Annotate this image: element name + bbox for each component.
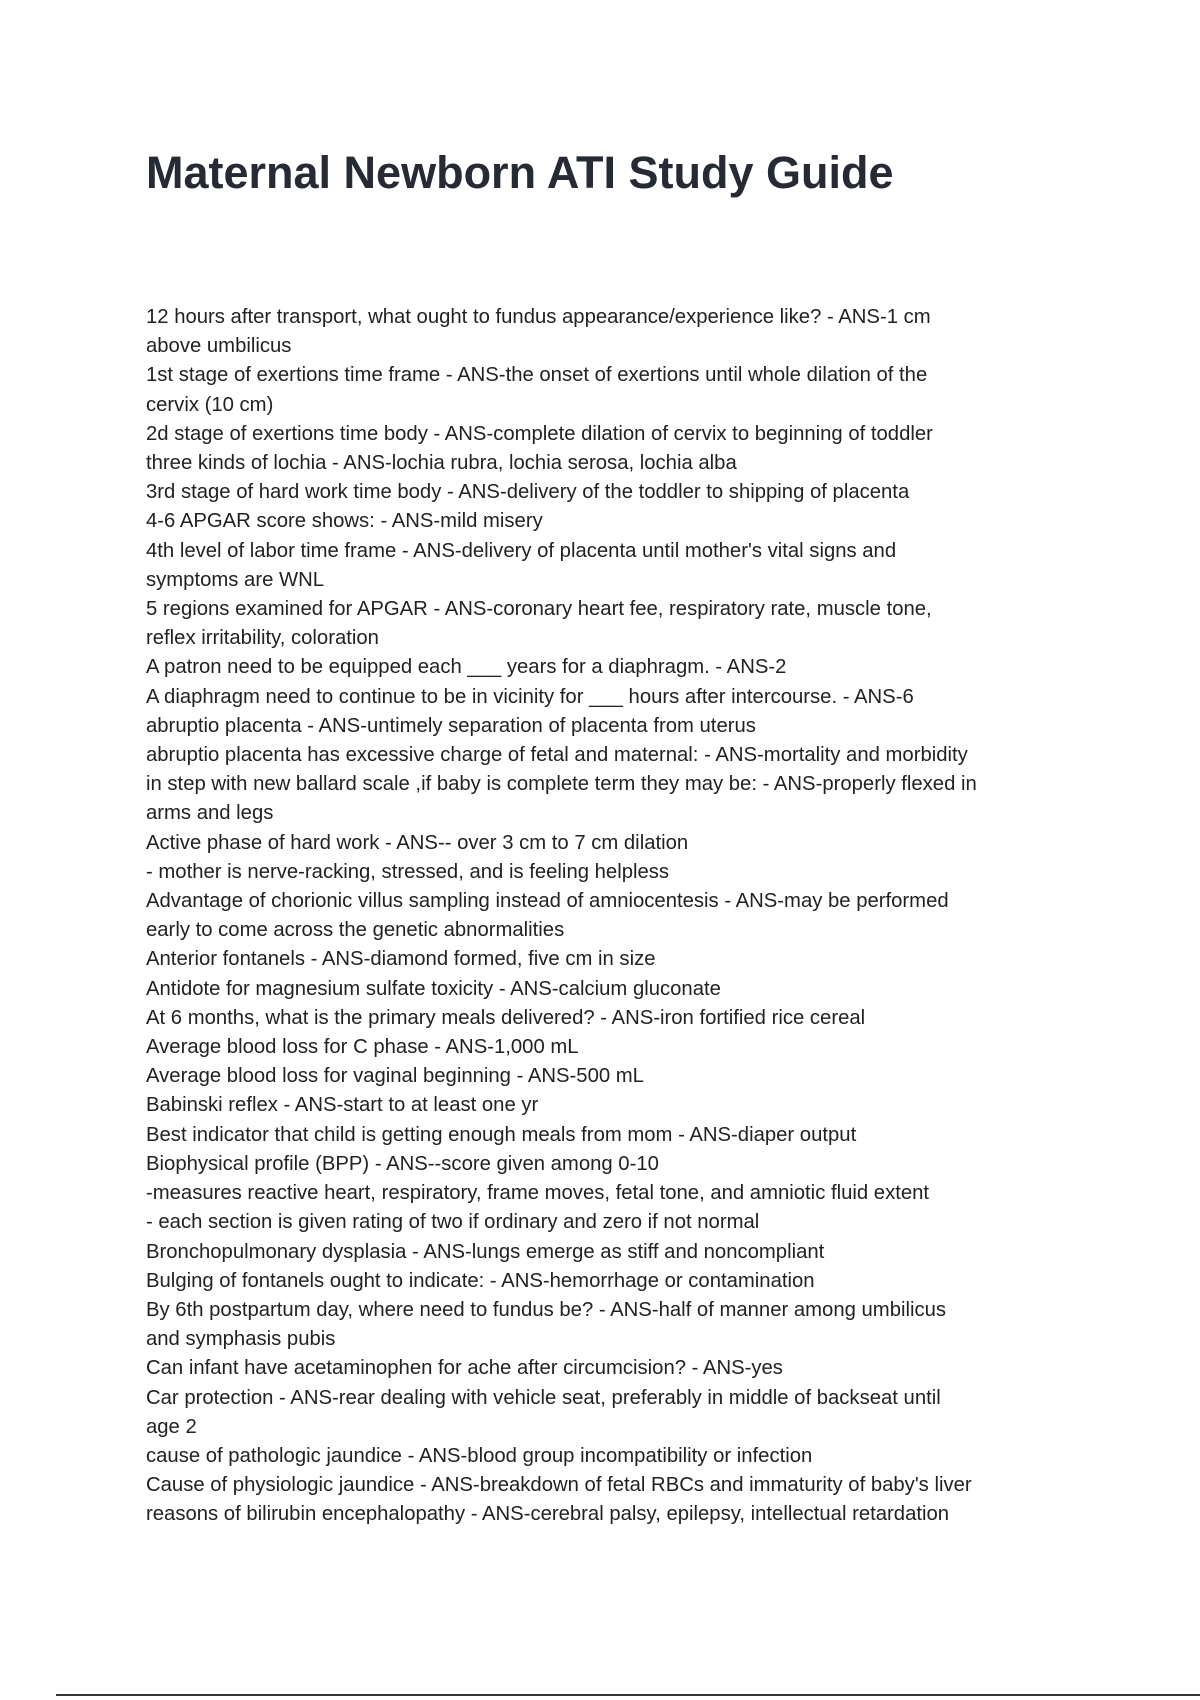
qa-entry	[146, 1150, 1076, 1238]
qa-entry	[146, 361, 1076, 419]
qa-entry-line: arms and legs	[146, 802, 274, 825]
qa-entry	[146, 683, 1076, 712]
qa-entry-line: cause of pathologic jaundice - ANS-blood group incompatibility or infection	[146, 1444, 813, 1467]
qa-entry-line: 3rd stage of hard work time body - ANS-delivery of the toddler to shipping of placenta	[146, 481, 910, 504]
qa-entry-line: three kinds of lochia - ANS-lochia rubra, lochia serosa, lochia alba	[146, 452, 737, 475]
qa-entry-line: Bulging of fontanels ought to indicate: - ANS-hemorrhage or contamination	[146, 1269, 815, 1292]
qa-entry-line: abruptio placenta has excessive charge of fetal and maternal: - ANS-mortality and morbidity	[146, 744, 968, 767]
qa-entry-line: Cause of physiologic jaundice - ANS-breakdown of fetal RBCs and immaturity of baby's liver	[146, 1474, 972, 1497]
qa-entry	[146, 449, 1076, 478]
qa-entry	[146, 1062, 1076, 1091]
qa-entry	[146, 829, 1076, 887]
qa-entry-line: 4th level of labor time frame - ANS-delivery of placenta until mother's vital signs and	[146, 539, 897, 562]
qa-entry-line: Antidote for magnesium sulfate toxicity - ANS-calcium gluconate	[146, 977, 721, 1000]
qa-entry-line: At 6 months, what is the primary meals delivered? - ANS-iron fortified rice cereal	[146, 1006, 866, 1029]
qa-entry-line: Average blood loss for C phase - ANS-1,000 mL	[146, 1036, 579, 1059]
qa-entry	[146, 1296, 1076, 1354]
qa-entry	[146, 1442, 1076, 1471]
qa-entry	[146, 1033, 1076, 1062]
qa-entry-line: 5 regions examined for APGAR - ANS-coronary heart fee, respiratory rate, muscle tone,	[146, 598, 932, 621]
qa-entry-line: in step with new ballard scale ,if baby is complete term they may be: - ANS-properly flexed in	[146, 773, 977, 796]
qa-entry	[146, 1354, 1076, 1383]
qa-entry-line: Average blood loss for vaginal beginning - ANS-500 mL	[146, 1065, 644, 1088]
qa-entry	[146, 1004, 1076, 1033]
qa-entry	[146, 770, 1076, 828]
qa-entry-line: Can infant have acetaminophen for ache after circumcision? - ANS-yes	[146, 1357, 783, 1380]
qa-entry-line: reflex irritability, coloration	[146, 627, 379, 650]
qa-entry-line: cervix (10 cm)	[146, 393, 274, 416]
qa-entry-line: early to come across the genetic abnormalities	[146, 919, 565, 942]
qa-entry-list	[146, 303, 1076, 1530]
qa-entry-line: By 6th postpartum day, where need to fundus be? - ANS-half of manner among umbilicus	[146, 1298, 947, 1321]
page-bottom-rule	[56, 1694, 1200, 1696]
qa-entry	[146, 653, 1076, 682]
qa-entry	[146, 537, 1076, 595]
qa-entry-line: 12 hours after transport, what ought to fundus appearance/experience like? - ANS-1 cm	[146, 306, 931, 328]
qa-entry	[146, 1384, 1076, 1442]
qa-entry-line: Active phase of hard work - ANS-- over 3 cm to 7 cm dilation	[146, 831, 689, 854]
qa-entry	[146, 1471, 1076, 1500]
qa-entry-line: Bronchopulmonary dysplasia - ANS-lungs emerge as stiff and noncompliant	[146, 1240, 825, 1263]
qa-entry	[146, 507, 1076, 536]
qa-entry-line: age 2	[146, 1415, 197, 1438]
qa-entry	[146, 1500, 1076, 1529]
qa-entry-line: Advantage of chorionic villus sampling instead of amniocentesis - ANS-may be performed	[146, 890, 949, 913]
qa-entry	[146, 595, 1076, 653]
qa-entry	[146, 478, 1076, 507]
qa-entry-line: abruptio placenta - ANS-untimely separation of placenta from uterus	[146, 714, 756, 737]
qa-entry	[146, 420, 1076, 449]
qa-entry	[146, 712, 1076, 741]
qa-entry-line: 1st stage of exertions time frame - ANS-the onset of exertions until whole dilation of the	[146, 364, 928, 387]
qa-entry-line: Car protection - ANS-rear dealing with vehicle seat, preferably in middle of backseat until	[146, 1386, 941, 1409]
qa-entry-line: reasons of bilirubin encephalopathy - ANS-cerebral palsy, epilepsy, intellectual retardation	[146, 1503, 950, 1526]
qa-entry-line: A patron need to be equipped each ___ years for a diaphragm. - ANS-2	[146, 656, 787, 679]
qa-entry-line: - each section is given rating of two if ordinary and zero if not normal	[146, 1211, 760, 1234]
qa-entry	[146, 975, 1076, 1004]
qa-entry	[146, 887, 1076, 945]
qa-entry	[146, 303, 1076, 361]
qa-entry-line: - mother is nerve-racking, stressed, and is feeling helpless	[146, 860, 670, 883]
document-title: Maternal Newborn ATI Study Guide	[146, 147, 894, 198]
qa-entry	[146, 1121, 1076, 1150]
qa-entry-line: and symphasis pubis	[146, 1328, 336, 1351]
qa-entry-line: above umbilicus	[146, 335, 292, 358]
qa-entry-line: Biophysical profile (BPP) - ANS--score given among 0-10	[146, 1152, 659, 1175]
qa-entry	[146, 1091, 1076, 1120]
qa-entry	[146, 741, 1076, 770]
qa-entry-line: Best indicator that child is getting enough meals from mom - ANS-diaper output	[146, 1123, 857, 1146]
qa-entry	[146, 1267, 1076, 1296]
qa-entry-line: A diaphragm need to continue to be in vicinity for ___ hours after intercourse. - ANS-6	[146, 685, 914, 708]
qa-entry-line: 2d stage of exertions time body - ANS-complete dilation of cervix to beginning of toddler	[146, 422, 933, 445]
qa-entry-line: Anterior fontanels - ANS-diamond formed, five cm in size	[146, 948, 656, 971]
qa-entry-line: symptoms are WNL	[146, 568, 325, 591]
qa-entry	[146, 1238, 1076, 1267]
qa-entry-line: Babinski reflex - ANS-start to at least one yr	[146, 1094, 539, 1117]
qa-entry-line: -measures reactive heart, respiratory, frame moves, fetal tone, and amniotic fluid extent	[146, 1182, 930, 1205]
qa-entry	[146, 945, 1076, 974]
qa-entry-line: 4-6 APGAR score shows: - ANS-mild misery	[146, 510, 543, 533]
